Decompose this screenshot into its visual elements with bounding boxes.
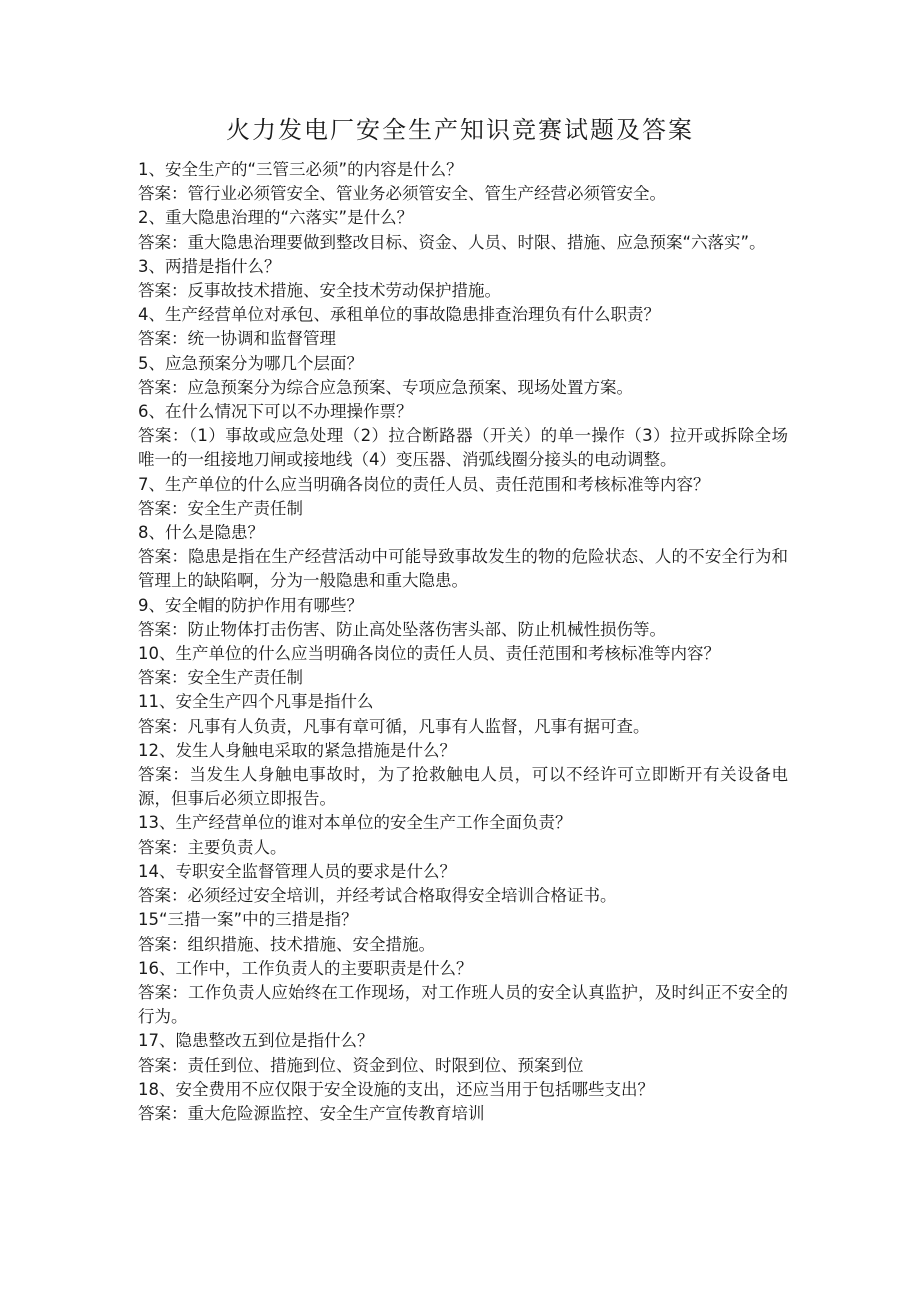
qa-item xyxy=(138,860,788,908)
qa-item xyxy=(138,908,788,956)
question-text: 16、工作中，工作负责人的主要职责是什么？ xyxy=(138,958,473,978)
question-text: 8、什么是隐患？ xyxy=(138,523,264,543)
qa-item xyxy=(138,690,788,738)
answer-text: 答案：责任到位、措施到位、资金到位、时限到位、预案到位 xyxy=(138,1055,584,1075)
qa-item xyxy=(138,739,788,812)
qa-item xyxy=(138,1029,788,1077)
question-text: 17、隐患整改五到位是指什么？ xyxy=(138,1031,374,1051)
answer-text: 答案：主要负责人。 xyxy=(138,837,287,857)
qa-item xyxy=(138,1078,788,1126)
document-title: 火力发电厂安全生产知识竞赛试题及答案 xyxy=(226,116,694,144)
question-text: 6、在什么情况下可以不办理操作票？ xyxy=(138,402,413,422)
question-text: 9、安全帽的防护作用有哪些？ xyxy=(138,595,363,615)
question-text: 2、重大隐患治理的“六落实”是什么？ xyxy=(138,208,414,228)
qa-item xyxy=(138,642,788,690)
answer-text: 答案：应急预案分为综合应急预案、专项应急预案、现场处置方案。 xyxy=(138,377,633,397)
qa-item xyxy=(138,521,788,594)
answer-text: 答案：反事故技术措施、安全技术劳动保护措施。 xyxy=(138,281,501,301)
qa-item xyxy=(138,473,788,521)
qa-item xyxy=(138,811,788,859)
answer-text: 答案：凡事有人负责，凡事有章可循，凡事有人监督，凡事有据可查。 xyxy=(138,716,650,736)
answer-text: 答案：防止物体打击伤害、防止高处坠落伤害头部、防止机械性损伤等。 xyxy=(138,619,666,639)
question-text: 10、生产单位的什么应当明确各岗位的责任人员、责任范围和考核标准等内容？ xyxy=(138,644,720,664)
question-text: 14、专职安全监督管理人员的要求是什么？ xyxy=(138,861,456,881)
answer-text: 答案：管行业必须管安全、管业务必须管安全、管生产经营必须管安全。 xyxy=(138,184,666,204)
answer-text: 答案：安全生产责任制 xyxy=(138,668,303,688)
question-text: 1、安全生产的“三管三必须”的内容是什么？ xyxy=(138,160,463,179)
question-text: 4、生产经营单位对承包、承租单位的事故隐患排查治理负有什么职责？ xyxy=(138,305,660,325)
answer-text: 答案：隐患是指在生产经营活动中可能导致事故发生的物的危险状态、人的不安全行为和管理上的缺陷啊，分为一般隐患和重大隐患。 xyxy=(138,547,788,591)
question-text: 5、应急预案分为哪几个层面？ xyxy=(138,353,363,373)
answer-text: 答案：工作负责人应始终在工作现场，对工作班人员的安全认真监护，及时纠正不安全的行为。 xyxy=(138,982,788,1027)
answer-text: 答案：组织措施、技术措施、安全措施。 xyxy=(138,934,435,954)
qa-item xyxy=(138,255,788,303)
question-text: 15“三措一案”中的三措是指？ xyxy=(138,910,358,930)
answer-text: 答案：当发生人身触电事故时，为了抢救触电人员，可以不经许可立即断开有关设备电源，但事后必须立即报告。 xyxy=(138,765,788,809)
qa-item xyxy=(138,206,788,254)
answer-text: 答案：（1）事故或应急处理（2）拉合断路器（开关）的单一操作（3）拉开或拆除全场唯一的一组接地刀闸或接地线（4）变压器、消弧线圈分接头的电动调整。 xyxy=(138,426,788,470)
question-text: 18、安全费用不应仅限于安全设施的支出，还应当用于包括哪些支出？ xyxy=(138,1079,654,1099)
qa-item xyxy=(138,594,788,642)
question-text: 7、生产单位的什么应当明确各岗位的责任人员、责任范围和考核标准等内容？ xyxy=(138,474,710,494)
qa-item xyxy=(138,158,788,206)
question-text: 11、安全生产四个凡事是指什么 xyxy=(138,692,374,712)
answer-text: 答案：重大隐患治理要做到整改目标、资金、人员、时限、措施、应急预案“六落实”。 xyxy=(138,232,766,252)
question-text: 3、两措是指什么？ xyxy=(138,256,281,276)
answer-text: 答案：重大危险源监控、安全生产宣传教育培训 xyxy=(138,1103,485,1123)
question-text: 12、发生人身触电采取的紧急措施是什么？ xyxy=(138,740,456,760)
qa-item xyxy=(138,400,788,473)
qa-list xyxy=(138,158,788,1126)
answer-text: 答案：安全生产责任制 xyxy=(138,498,303,518)
qa-item xyxy=(138,352,788,400)
question-text: 13、生产经营单位的谁对本单位的安全生产工作全面负责？ xyxy=(138,813,572,833)
qa-item xyxy=(138,957,788,1030)
answer-text: 答案：统一协调和监督管理 xyxy=(138,329,336,349)
answer-text: 答案：必须经过安全培训，并经考试合格取得安全培训合格证书。 xyxy=(138,886,617,906)
qa-item xyxy=(138,303,788,351)
